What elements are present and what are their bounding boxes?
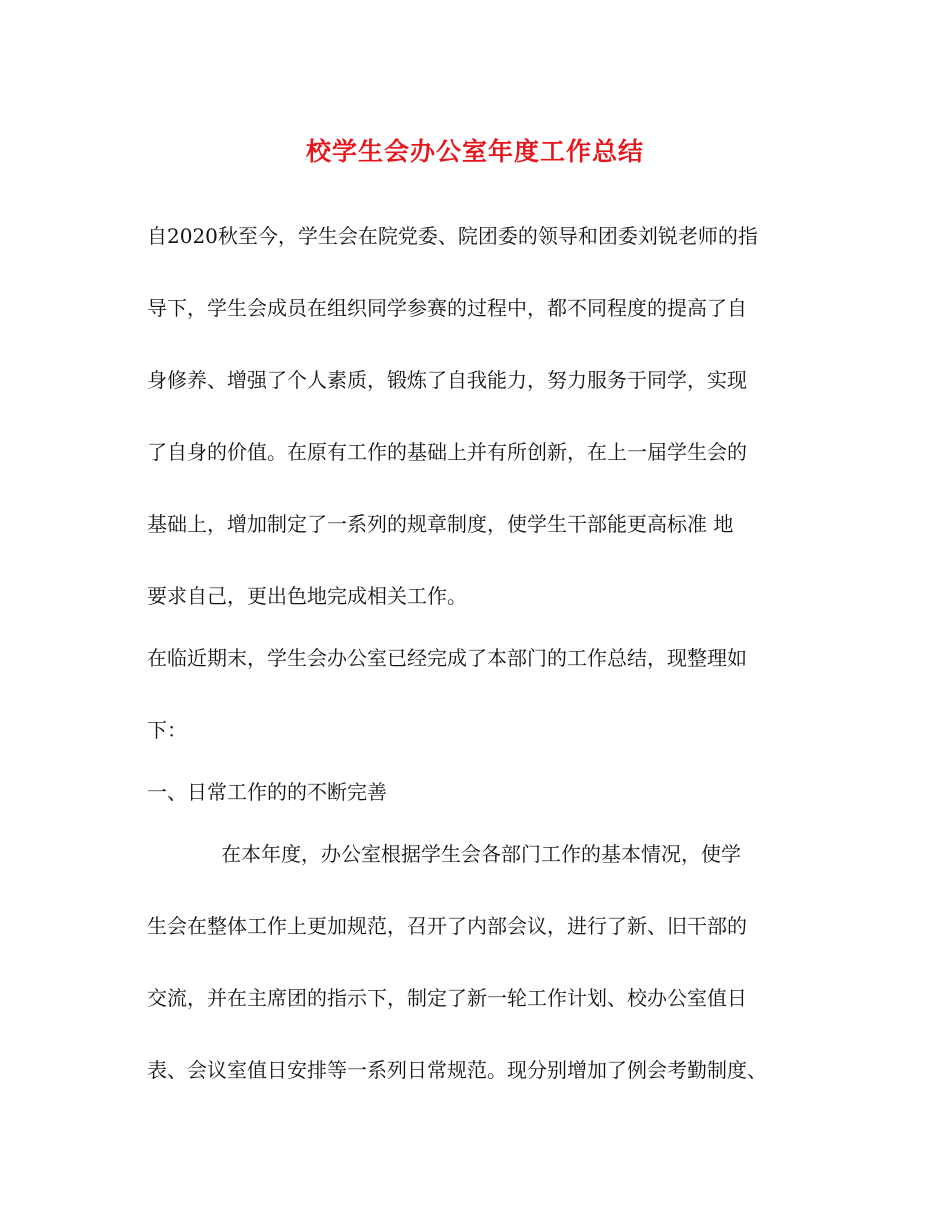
document-title: 校学生会办公室年度工作总结	[305, 137, 644, 166]
body-line-8: 下：	[147, 718, 187, 742]
body-line-11: 生会在整体工作上更加规范，召开了内部会议，进行了新、旧干部的	[147, 914, 747, 938]
body-line-12: 交流，并在主席团的指示下，制定了新一轮工作计划、校办公室值日	[147, 986, 747, 1010]
body-line-10: 在本年度，办公室根据学生会各部门工作的基本情况，使学	[221, 842, 741, 866]
body-line-2: 导下，学生会成员在组织同学参赛的过程中，都不同程度的提高了自	[147, 296, 747, 320]
section-heading-1: 一、日常工作的的不断完善	[147, 780, 387, 804]
body-line-7: 在临近期末，学生会办公室已经完成了本部门的工作总结，现整理如	[147, 646, 747, 670]
body-line-5: 基础上，增加制定了一系列的规章制度，使学生干部能更高标准 地	[147, 512, 734, 536]
body-line-13: 表、会议室值日安排等一系列日常规范。现分别增加了例会考勤制度、	[147, 1058, 767, 1082]
body-line-4: 了自身的价值。在原有工作的基础上并有所创新，在上一届学生会的	[147, 440, 747, 464]
body-line-1: 自2020秋至今，学生会在院党委、院团委的领导和团委刘锐老师的指	[147, 224, 758, 248]
body-line-3: 身修养、增强了个人素质，锻炼了自我能力，努力服务于同学，实现	[147, 368, 747, 392]
body-line-6: 要求自己，更出色地完成相关工作。	[147, 584, 467, 608]
